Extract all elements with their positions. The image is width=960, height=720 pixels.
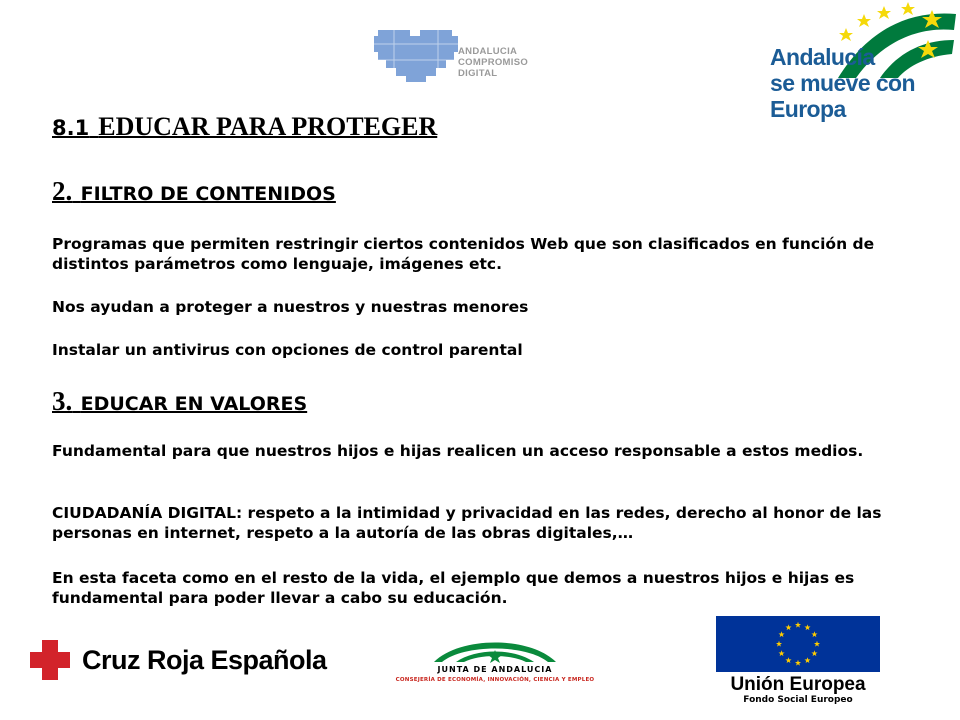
section-2-paragraph-1: Programas que permiten restringir ciertos contenidos Web que son clasificados en función de distintos parámetros como lenguaje, imágenes etc. bbox=[52, 235, 875, 273]
section-2-paragraph-2: Nos ayudan a proteger a nuestros y nuestras menores bbox=[52, 298, 529, 316]
section-3-paragraph-3: En esta faceta como en el resto de la vida, el ejemplo que demos a nuestros hijos e hijas es fundamental para poder llevar a cabo su educación. bbox=[52, 569, 855, 607]
section-3-paragraph-1: Fundamental para que nuestros hijos e hijas realicen un acceso responsable a estos medios. bbox=[52, 442, 864, 460]
acd-line-2: COMPROMISO bbox=[458, 57, 529, 68]
andalucia-compromiso-digital-text bbox=[458, 46, 528, 79]
page-title-text: EDUCAR PARA PROTEGER bbox=[98, 112, 438, 141]
section-2-paragraph-3: Instalar un antivirus con opciones de control parental bbox=[52, 341, 523, 359]
fondo-social-europeo-text: Fondo Social Europeo bbox=[743, 695, 853, 705]
cruz-roja-text: Cruz Roja Española bbox=[82, 645, 327, 675]
section-2-number: 2. bbox=[52, 176, 73, 206]
section-2-heading bbox=[52, 176, 336, 207]
junta-andalucia-emblem bbox=[430, 630, 560, 664]
andalucia-europa-text bbox=[770, 44, 960, 122]
page-title-number: 8.1 bbox=[52, 116, 90, 140]
section-3-title: EDUCAR EN VALORES bbox=[80, 393, 308, 415]
junta-name: JUNTA DE ANDALUCIA bbox=[437, 665, 553, 674]
union-europea-text: Unión Europea bbox=[730, 674, 866, 695]
eu-flag-icon bbox=[716, 616, 880, 672]
acd-line-3: DIGITAL bbox=[458, 68, 498, 79]
junta-subtitle: CONSEJERÍA DE ECONOMÍA, INNOVACIÓN, CIENCIA Y EMPLEO bbox=[395, 677, 595, 683]
andalucia-europa-line-1: Andalucía bbox=[770, 44, 875, 70]
section-3-paragraph-2: CIUDADANÍA DIGITAL: respeto a la intimidad y privacidad en las redes, derecho al honor de las personas en internet, respeto a la autoría de las obras digitales,… bbox=[52, 504, 882, 542]
section-3-number: 3. bbox=[52, 386, 73, 416]
andalucia-europa-line-2: se mueve con Europa bbox=[770, 70, 915, 122]
heart-icon bbox=[374, 26, 458, 86]
section-3-heading bbox=[52, 386, 307, 417]
acd-line-1: ANDALUCIA bbox=[458, 46, 518, 57]
section-2-title: FILTRO DE CONTENIDOS bbox=[80, 183, 336, 205]
red-cross-icon bbox=[28, 638, 72, 682]
page-title bbox=[52, 112, 437, 142]
